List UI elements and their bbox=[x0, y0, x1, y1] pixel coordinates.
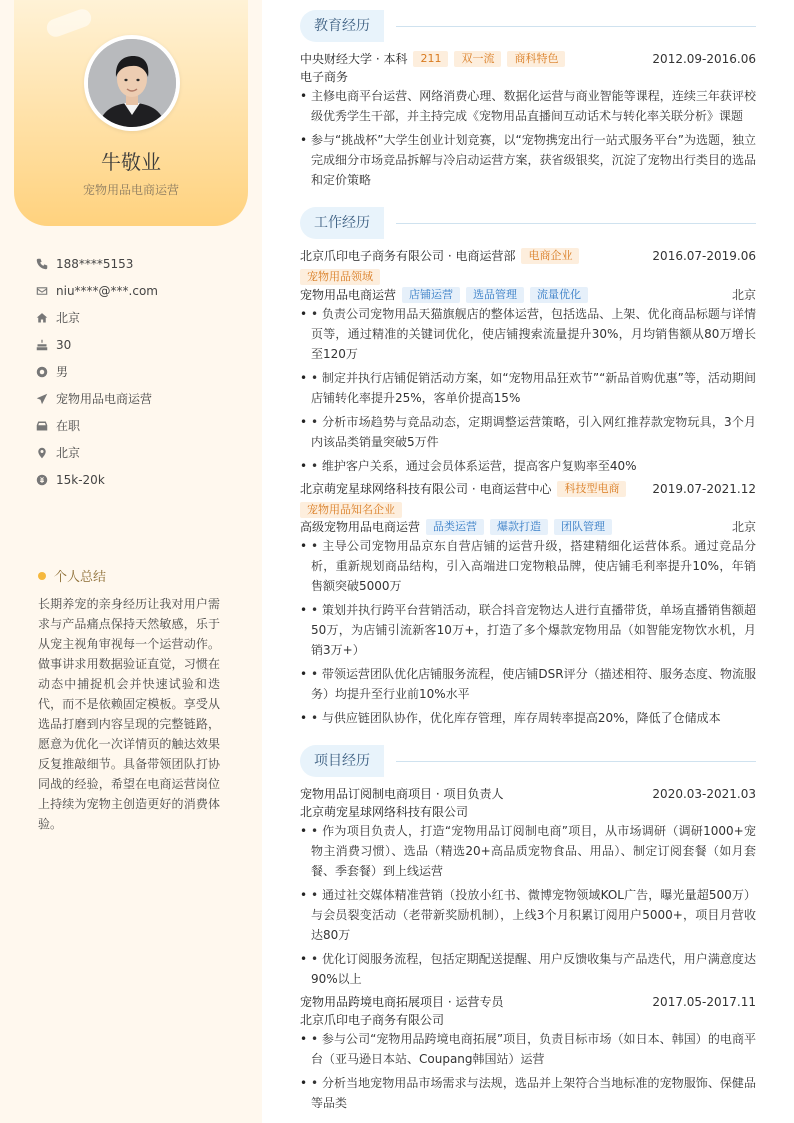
list-item: • 参与“挑战杯”大学生创业计划竞赛，以“宠物携宠出行一站式服务平台”为选题，独立完成细分市场竞品拆解与冷启动运营方案，获省级银奖，沉淀了宠物出行类目的选品和定价策略 bbox=[300, 130, 756, 190]
job-row bbox=[300, 247, 756, 264]
send-icon bbox=[36, 393, 48, 405]
location-icon bbox=[36, 447, 48, 459]
candidate-name: 牛敬业 bbox=[101, 150, 161, 174]
project-bullets bbox=[300, 821, 756, 993]
tag: 宠物用品领域 bbox=[300, 269, 380, 285]
skill-tag: 品类运营 bbox=[426, 519, 484, 535]
section-projects-header bbox=[300, 745, 756, 777]
project-bullets bbox=[300, 1029, 756, 1117]
skill-tag: 流量优化 bbox=[530, 287, 588, 303]
section-work-header bbox=[300, 207, 756, 239]
info-job-target bbox=[36, 385, 158, 412]
info-text: 宠物用品电商运营 bbox=[56, 392, 153, 406]
project-name: 宠物用品跨境电商拓展项目 · 运营专员 bbox=[300, 995, 504, 1009]
skill-tag: 选品管理 bbox=[466, 287, 524, 303]
cake-icon bbox=[36, 339, 48, 351]
email-icon bbox=[36, 285, 48, 297]
list-item: • • 作为项目负责人，打造“宠物用品订阅制电商”项目，从市场调研（调研1000+宠物主消费习惯）、选品（精选20+高品质宠物食品、用品）、制定订阅套餐（如月套餐、季套餐）到上线运营 bbox=[300, 821, 756, 881]
salary-icon bbox=[36, 474, 48, 486]
period: 2016.07-2019.06 bbox=[652, 248, 756, 263]
info-text: 15k-20k bbox=[56, 472, 105, 487]
list-item: • • 通过社交媒体精准营销（投放小红书、微博宠物领域KOL广告，曝光量超500万）与会员裂变活动（老带新奖励机制），上线3个月积累订阅用户5000+，项目月营收达80万 bbox=[300, 885, 756, 945]
info-text: 188****5153 bbox=[56, 256, 134, 271]
position-row bbox=[300, 518, 756, 535]
bullet-dot-icon bbox=[38, 572, 46, 580]
divider bbox=[396, 26, 756, 27]
decorative-pill bbox=[44, 7, 93, 40]
position-row bbox=[300, 286, 756, 303]
job-bullets bbox=[300, 304, 756, 480]
info-text: 北京 bbox=[56, 311, 81, 325]
status-icon bbox=[36, 420, 48, 432]
period: 2012.09-2016.06 bbox=[652, 51, 756, 66]
tag: 宠物用品知名企业 bbox=[300, 502, 402, 518]
avatar-ring bbox=[84, 35, 180, 131]
tag: 双一流 bbox=[454, 51, 501, 67]
gender-icon bbox=[36, 366, 48, 378]
info-email bbox=[36, 277, 158, 304]
info-salary bbox=[36, 466, 158, 493]
job-tag-row bbox=[300, 502, 756, 518]
summary-text: 长期养宠的亲身经历让我对用户需求与产品痛点保持天然敏感，乐于从宠主视角审视每一个运营动作。做事讲求用数据验证直觉，习惯在动态中捕捉机会并快速试验和迭代，而不是依赖固定模板。享受从选品打磨到内容呈现的完整链路，愿意为优化一次详情页的触达效果反复推敲细节。具备带领团队打协同战的经验，希望在电商运营岗位上持续为宠物主创造更好的消费体验。 bbox=[38, 597, 220, 831]
skill-tag: 团队管理 bbox=[554, 519, 612, 535]
phone-icon bbox=[36, 258, 48, 270]
info-age bbox=[36, 331, 158, 358]
company-name: 北京爪印电子商务有限公司 · 电商运营部 bbox=[300, 249, 516, 263]
school-name: 中央财经大学 · 本科 bbox=[300, 52, 408, 66]
section-title: 教育经历 bbox=[300, 10, 384, 42]
city: 北京 bbox=[731, 288, 756, 302]
info-gender bbox=[36, 358, 158, 385]
info-text: 男 bbox=[56, 365, 69, 379]
job-bullets bbox=[300, 536, 756, 732]
period: 2019.07-2021.12 bbox=[652, 481, 756, 496]
tag: 科技型电商 bbox=[557, 481, 626, 497]
list-item: • • 策划并执行跨平台营销活动，联合抖音宠物达人进行直播带货，单场直播销售额超50万，为店铺引流新客10万+，打造了多个爆款宠物用品（如智能宠物饮水机，月销3万+） bbox=[300, 600, 756, 660]
period: 2017.05-2017.11 bbox=[652, 994, 756, 1009]
tag: 电商企业 bbox=[521, 248, 579, 264]
divider bbox=[396, 223, 756, 224]
tag: 211 bbox=[413, 51, 448, 67]
list-item: • • 分析市场趋势与竞品动态，定期调整运营策略，引入网红推荐款宠物玩具，3个月内该品类销量突破5万件 bbox=[300, 412, 756, 452]
tag: 商科特色 bbox=[507, 51, 565, 67]
list-item: • 主修电商平台运营、网络消费心理、数据化运营与商业智能等课程，连续三年获评校级优秀学生干部，并主持完成《宠物用品直播间互动话术与转化率关联分析》课题 bbox=[300, 86, 756, 126]
job-row bbox=[300, 480, 756, 497]
candidate-role: 宠物用品电商运营 bbox=[82, 183, 179, 197]
company-name: 北京萌宠星球网络科技有限公司 · 电商运营中心 bbox=[300, 482, 552, 496]
list-item: • • 参与公司“宠物用品跨境电商拓展”项目，负责目标市场（如日本、韩国）的电商平台（亚马逊日本站、Coupang韩国站）运营 bbox=[300, 1029, 756, 1069]
list-item: • • 带领运营团队优化店铺服务流程，使店铺DSR评分（描述相符、服务态度、物流服务）均提升至行业前10%水平 bbox=[300, 664, 756, 704]
education-bullets bbox=[300, 86, 756, 194]
profile-card bbox=[14, 0, 248, 226]
section-title: 项目经历 bbox=[300, 745, 384, 777]
list-item: • • 负责公司宠物用品天猫旗舰店的整体运营，包括选品、上架、优化商品标题与详情页等，通过精准的关键词优化，使店铺搜索流量提升30%，月均销售额从80万增长至120万 bbox=[300, 304, 756, 364]
position-title: 高级宠物用品电商运营 bbox=[300, 520, 421, 534]
section-education-header bbox=[300, 10, 756, 42]
avatar-photo bbox=[88, 39, 176, 127]
project-name: 宠物用品订阅制电商项目 · 项目负责人 bbox=[300, 787, 504, 801]
city: 北京 bbox=[731, 520, 756, 534]
info-text: 在职 bbox=[56, 419, 81, 433]
info-text: niu****@***.com bbox=[56, 283, 158, 298]
project-row bbox=[300, 993, 756, 1010]
project-org: 北京爪印电子商务有限公司 bbox=[300, 1013, 445, 1027]
summary-header bbox=[38, 566, 106, 585]
list-item: • • 制定并执行店铺促销活动方案，如“宠物用品狂欢节”“新品首购优惠”等，活动期间店铺转化率提升25%，客单价提高15% bbox=[300, 368, 756, 408]
period: 2020.03-2021.03 bbox=[652, 786, 756, 801]
education-row bbox=[300, 50, 756, 67]
sidebar bbox=[0, 0, 262, 1123]
list-item: • • 维护客户关系，通过会员体系运营，提高客户复购率至40% bbox=[300, 456, 756, 476]
major: 电子商务 bbox=[300, 70, 349, 84]
list-item: • • 分析当地宠物用品市场需求与法规，选品并上架符合当地标准的宠物服饰、保健品等品类 bbox=[300, 1073, 756, 1113]
skill-tag: 店铺运营 bbox=[402, 287, 460, 303]
home-icon bbox=[36, 312, 48, 324]
info-text: 30 bbox=[56, 337, 72, 352]
avatar bbox=[88, 39, 176, 127]
job-tag-row bbox=[300, 269, 756, 285]
divider bbox=[396, 761, 756, 762]
info-text: 北京 bbox=[56, 446, 81, 460]
info-status bbox=[36, 412, 158, 439]
list-item: • • 主导公司宠物用品京东自营店铺的运营升级，搭建精细化运营体系。通过竞品分析，重新规划商品结构，引入高端进口宠物粮品牌，使店铺毛利率提升10%，年销售额突破5000万 bbox=[300, 536, 756, 596]
project-org: 北京萌宠星球网络科技有限公司 bbox=[300, 805, 469, 819]
section-title: 工作经历 bbox=[300, 207, 384, 239]
list-item: • • 优化订阅服务流程，包括定期配送提醒、用户反馈收集与产品迭代，用户满意度达90%以上 bbox=[300, 949, 756, 989]
summary-title: 个人总结 bbox=[54, 570, 107, 585]
list-item: • • 与供应链团队协作，优化库存管理，库存周转率提高20%，降低了仓储成本 bbox=[300, 708, 756, 728]
position-title: 宠物用品电商运营 bbox=[300, 288, 397, 302]
skill-tag: 爆款打造 bbox=[490, 519, 548, 535]
contact-info-list bbox=[36, 250, 158, 493]
info-phone bbox=[36, 250, 158, 277]
project-row bbox=[300, 785, 756, 802]
info-location bbox=[36, 439, 158, 466]
info-hometown bbox=[36, 304, 158, 331]
